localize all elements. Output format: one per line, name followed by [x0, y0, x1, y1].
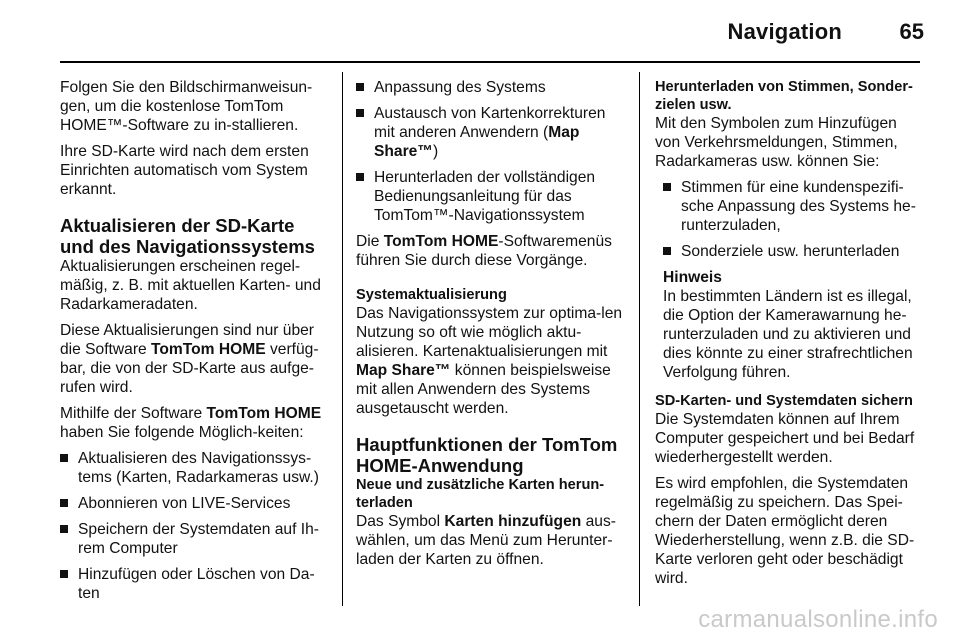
section-heading: Hauptfunktionen der TomTom HOME-Anwendung — [356, 434, 618, 476]
column-1 — [60, 78, 328, 610]
bullet-icon — [60, 570, 68, 578]
note-title: Hinweis — [663, 269, 722, 286]
text: Die — [356, 233, 384, 250]
paragraph: Folgen Sie den Bildschirmanweisun-gen, um die kostenlose TomTom HOME™-Software zu in-stallieren. — [60, 79, 313, 134]
header-rule — [60, 61, 920, 63]
watermark: carmanualsonline.info — [698, 606, 938, 633]
subsection-heading: SD-Karten- und Systemdaten sichern — [655, 393, 913, 409]
list-item — [60, 449, 328, 487]
list-item — [356, 168, 626, 225]
list-item-text: Austausch von Kartenkorrekturen mit anderen Anwendern ( — [374, 105, 606, 141]
paragraph — [356, 304, 626, 418]
paragraph — [356, 232, 626, 270]
note-text: In bestimmten Ländern ist es illegal, die Option der Kamerawarnung he-runterzuladen und zu aktivieren und dies könnte zu einer strafrechtlichen Verfolgung führen. — [663, 288, 913, 381]
product-name: TomTom HOME — [206, 405, 322, 422]
product-name: Map Share™ — [356, 362, 451, 379]
bullet-icon — [356, 109, 364, 117]
text: Das Symbol — [356, 513, 445, 530]
list-item — [60, 494, 328, 513]
bullet-icon — [60, 525, 68, 533]
list-item — [60, 520, 328, 558]
list-item — [356, 78, 626, 97]
product-name: TomTom HOME — [151, 341, 266, 358]
list-item-text: Herunterladen der vollständigen Bedienungsanleitung für das TomTom™-Navigationssystem — [374, 169, 596, 224]
paragraph: Mit den Symbolen zum Hinzufügen von Verkehrsmeldungen, Stimmen, Radarkameras usw. können Sie: — [655, 115, 898, 170]
paragraph: Die Systemdaten können auf Ihrem Computer gespeichert und bei Bedarf wiederhergestellt werden. — [655, 411, 915, 466]
text: Diese Aktualisierungen sind nur über die Software — [60, 322, 314, 358]
list-item — [663, 242, 925, 261]
paragraph: Aktualisierungen erscheinen regel-mäßig, z. B. mit aktuellen Karten- und Radarkameradaten. — [60, 258, 321, 313]
list-item-text: Anpassung des Systems — [374, 79, 546, 96]
bullet-icon — [356, 173, 364, 181]
text: ) — [432, 143, 439, 160]
column-2 — [356, 78, 626, 576]
page-header — [0, 0, 960, 60]
list-item — [663, 178, 925, 235]
column-divider — [342, 72, 343, 606]
note-box — [655, 268, 925, 382]
list-item-text: Sonderziele usw. herunterladen — [681, 243, 900, 260]
paragraph: Es wird empfohlen, die Systemdaten regelmäßig zu speichern. Das Spei-chern der Daten ermöglicht deren Wiederherstellung, wenn z.B. die SD-Karte verloren geht oder beschädigt wird. — [655, 475, 915, 587]
product-name: TomTom HOME — [383, 233, 499, 250]
bullet-list — [356, 78, 626, 225]
list-item — [60, 565, 328, 603]
product-name: Map Share™ — [374, 124, 580, 160]
list-item-text: Hinzufügen oder Löschen von Da-ten — [78, 566, 315, 602]
text: aus-wählen, um das Menü zum Herunter-laden der Karten zu öffnen. — [356, 513, 616, 568]
paragraph — [60, 404, 328, 442]
text: Das Navigationssystem zur optima-len Nutzung so oft wie möglich aktu-alisieren. Kartenaktualisierungen mit — [356, 305, 623, 360]
text: können beispielsweise mit allen Anwendern des Systems ausgetauscht werden. — [356, 362, 611, 417]
column-3 — [655, 78, 925, 595]
bullet-icon — [60, 499, 68, 507]
text: verfüg-bar, die von der SD-Karte aus aufge-rufen wird. — [60, 341, 319, 396]
bullet-list — [655, 178, 925, 261]
bullet-icon — [663, 183, 671, 191]
bullet-icon — [60, 454, 68, 462]
subsection-heading: Systemaktualisierung — [356, 287, 507, 303]
list-item — [356, 104, 626, 161]
list-item-text: Speichern der Systemdaten auf Ih-rem Computer — [78, 521, 319, 557]
paragraph: Ihre SD-Karte wird nach dem ersten Einrichten automatisch vom System erkannt. — [60, 143, 309, 198]
paragraph — [356, 512, 626, 569]
list-item-text: Aktualisieren des Navigationssys-tems (Karten, Radarkameras usw.) — [78, 450, 319, 486]
page-number: 65 — [899, 19, 924, 44]
list-item-text: Abonnieren von LIVE-Services — [78, 495, 291, 512]
bullet-icon — [356, 83, 364, 91]
paragraph — [60, 321, 328, 397]
ui-label: Karten hinzufügen — [444, 513, 582, 530]
list-item-text: Stimmen für eine kundenspezifi-sche Anpassung des Systems he-runterzuladen, — [681, 179, 916, 234]
text: Mithilfe der Software — [60, 405, 207, 422]
text: -Softwaremenüs führen Sie durch diese Vorgänge. — [356, 233, 612, 269]
bullet-list — [60, 449, 328, 603]
text: haben Sie folgende Möglich-keiten: — [60, 424, 304, 441]
column-divider — [639, 72, 640, 606]
subsection-heading: Herunterladen von Stimmen, Sonder-zielen usw. — [655, 79, 913, 113]
bullet-icon — [663, 247, 671, 255]
section-heading: Aktualisieren der SD-Karte und des Navigationssystems — [60, 215, 315, 257]
page-title: Navigation — [727, 19, 842, 44]
subsection-heading: Neue und zusätzliche Karten herun-terladen — [356, 477, 605, 511]
